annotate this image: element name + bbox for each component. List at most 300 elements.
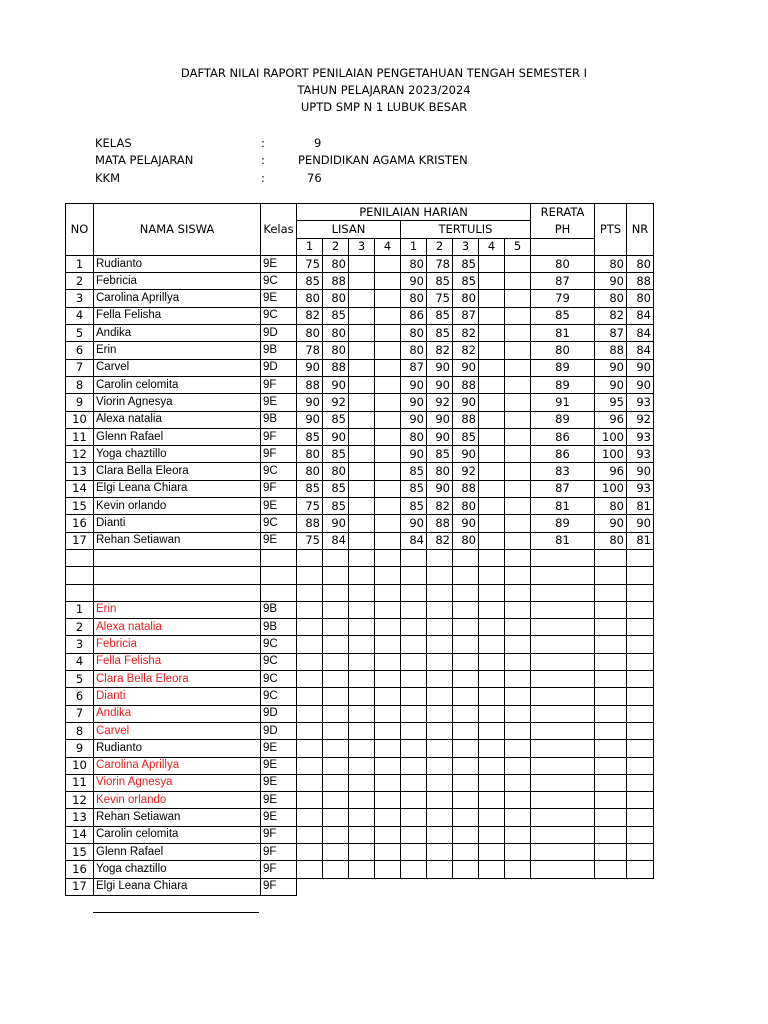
rerata-ph: 79 xyxy=(531,290,595,307)
pts: 80 xyxy=(595,255,627,272)
blank-cell xyxy=(297,584,323,601)
lisan-3 xyxy=(349,376,375,393)
sorted-empty-cell xyxy=(349,722,375,739)
mapel-value: PENDIDIKAN AGAMA KRISTEN xyxy=(298,153,468,167)
sorted-empty-cell xyxy=(479,722,505,739)
row-no: 4 xyxy=(66,307,94,324)
sorted-empty-cell xyxy=(349,878,375,895)
sorted-kelas: 9E xyxy=(261,740,297,757)
row-no: 17 xyxy=(66,532,94,549)
tertulis-4 xyxy=(479,376,505,393)
tertulis-2: 90 xyxy=(427,411,453,428)
tertulis-3: 80 xyxy=(453,290,479,307)
row-nama: Febricia xyxy=(94,273,261,290)
sorted-no: 10 xyxy=(66,757,94,774)
tertulis-1: 90 xyxy=(401,411,427,428)
sorted-empty-cell xyxy=(349,843,375,860)
tertulis-num-3: 3 xyxy=(453,238,479,255)
sorted-no: 1 xyxy=(66,601,94,618)
blank-cell xyxy=(261,584,297,601)
nr: 90 xyxy=(627,463,654,480)
tertulis-4 xyxy=(479,394,505,411)
sorted-no: 5 xyxy=(66,671,94,688)
sorted-empty-cell xyxy=(427,843,453,860)
row-kelas: 9F xyxy=(261,376,297,393)
sorted-empty-cell xyxy=(595,705,627,722)
sorted-no: 13 xyxy=(66,809,94,826)
col-nr-header: NR xyxy=(627,204,654,256)
sorted-no: 11 xyxy=(66,774,94,791)
sorted-empty-cell xyxy=(595,722,627,739)
lisan-3 xyxy=(349,359,375,376)
tertulis-4 xyxy=(479,515,505,532)
tertulis-1: 90 xyxy=(401,446,427,463)
tertulis-5 xyxy=(505,411,531,428)
tertulis-5 xyxy=(505,480,531,497)
lisan-3 xyxy=(349,411,375,428)
row-no: 3 xyxy=(66,290,94,307)
row-kelas: 9B xyxy=(261,411,297,428)
sorted-empty-cell xyxy=(297,601,323,618)
row-kelas: 9E xyxy=(261,532,297,549)
rerata-ph: 80 xyxy=(531,255,595,272)
sorted-nama: Glenn Rafael xyxy=(94,843,261,860)
sorted-empty-cell xyxy=(323,601,349,618)
tertulis-2: 82 xyxy=(427,498,453,515)
col-pts-header: PTS xyxy=(595,204,627,256)
sorted-empty-cell xyxy=(531,861,595,878)
sorted-empty-cell xyxy=(531,601,595,618)
lisan-2: 80 xyxy=(323,463,349,480)
sorted-row xyxy=(66,757,654,774)
sorted-empty-cell xyxy=(401,653,427,670)
sorted-nama: Rehan Setiawan xyxy=(94,809,261,826)
tertulis-1: 85 xyxy=(401,463,427,480)
tertulis-2: 92 xyxy=(427,394,453,411)
sorted-empty-cell xyxy=(531,636,595,653)
sorted-empty-cell xyxy=(627,705,654,722)
sorted-empty-cell xyxy=(595,653,627,670)
lisan-1: 90 xyxy=(297,411,323,428)
blank-cell xyxy=(375,584,401,601)
sorted-empty-cell xyxy=(595,601,627,618)
lisan-2: 85 xyxy=(323,480,349,497)
sorted-kelas: 9C xyxy=(261,688,297,705)
sorted-empty-cell xyxy=(323,809,349,826)
sorted-empty-cell xyxy=(349,601,375,618)
row-kelas: 9C xyxy=(261,463,297,480)
table-row xyxy=(66,515,654,532)
sorted-empty-cell xyxy=(427,671,453,688)
tertulis-4 xyxy=(479,480,505,497)
sorted-kelas: 9B xyxy=(261,601,297,618)
nr: 90 xyxy=(627,515,654,532)
nr: 81 xyxy=(627,498,654,515)
blank-row xyxy=(66,549,654,566)
blank-cell xyxy=(453,584,479,601)
row-nama: Andika xyxy=(94,325,261,342)
sorted-empty-cell xyxy=(297,636,323,653)
sorted-empty-cell xyxy=(401,757,427,774)
sorted-empty-cell xyxy=(349,792,375,809)
rerata-header: RERATA xyxy=(531,204,595,221)
sorted-empty-cell xyxy=(427,809,453,826)
pts: 80 xyxy=(595,498,627,515)
sorted-empty-cell xyxy=(427,792,453,809)
tertulis-2: 85 xyxy=(427,325,453,342)
sorted-empty-cell xyxy=(401,722,427,739)
sorted-empty-cell xyxy=(323,826,349,843)
tertulis-4 xyxy=(479,411,505,428)
blank-cell xyxy=(595,584,627,601)
tertulis-3: 80 xyxy=(453,532,479,549)
sorted-empty-cell xyxy=(401,861,427,878)
lisan-1: 78 xyxy=(297,342,323,359)
sorted-empty-cell xyxy=(323,705,349,722)
sorted-empty-cell xyxy=(531,843,595,860)
row-kelas: 9E xyxy=(261,290,297,307)
sorted-empty-cell xyxy=(297,843,323,860)
sorted-empty-cell xyxy=(349,688,375,705)
sorted-empty-cell xyxy=(531,774,595,791)
sorted-empty-cell xyxy=(531,671,595,688)
sorted-empty-cell xyxy=(297,757,323,774)
sorted-empty-cell xyxy=(479,792,505,809)
sorted-empty-cell xyxy=(401,809,427,826)
tertulis-4 xyxy=(479,342,505,359)
sorted-nama: Fella Felisha xyxy=(94,653,261,670)
sorted-empty-cell xyxy=(479,826,505,843)
tertulis-5 xyxy=(505,307,531,324)
lisan-1: 80 xyxy=(297,290,323,307)
sorted-empty-cell xyxy=(323,774,349,791)
lisan-1: 88 xyxy=(297,515,323,532)
row-kelas: 9C xyxy=(261,307,297,324)
lisan-3 xyxy=(349,290,375,307)
blank-cell xyxy=(479,567,505,584)
pts: 96 xyxy=(595,411,627,428)
tertulis-2: 90 xyxy=(427,376,453,393)
lisan-num-2: 2 xyxy=(323,238,349,255)
tertulis-3: 85 xyxy=(453,273,479,290)
tertulis-5 xyxy=(505,498,531,515)
nr: 93 xyxy=(627,428,654,445)
sorted-empty-cell xyxy=(531,809,595,826)
lisan-2: 85 xyxy=(323,411,349,428)
row-no: 10 xyxy=(66,411,94,428)
row-nama: Erin xyxy=(94,342,261,359)
sorted-empty-cell xyxy=(323,792,349,809)
sorted-empty-cell xyxy=(323,671,349,688)
sorted-empty-cell xyxy=(349,774,375,791)
nr: 84 xyxy=(627,342,654,359)
sorted-empty-cell xyxy=(453,740,479,757)
nr: 90 xyxy=(627,376,654,393)
nr: 93 xyxy=(627,394,654,411)
rerata-ph: 81 xyxy=(531,532,595,549)
blank-cell xyxy=(66,584,94,601)
sorted-empty-cell xyxy=(323,653,349,670)
tertulis-3: 82 xyxy=(453,342,479,359)
sorted-no: 17 xyxy=(66,878,94,895)
tertulis-3: 88 xyxy=(453,411,479,428)
lisan-2: 80 xyxy=(323,325,349,342)
pts: 100 xyxy=(595,446,627,463)
tertulis-4 xyxy=(479,463,505,480)
sorted-empty-cell xyxy=(427,740,453,757)
row-no: 7 xyxy=(66,359,94,376)
lisan-1: 80 xyxy=(297,446,323,463)
sorted-empty-cell xyxy=(297,619,323,636)
tertulis-3: 82 xyxy=(453,325,479,342)
sorted-empty-cell xyxy=(375,722,401,739)
sorted-empty-cell xyxy=(427,757,453,774)
sorted-empty-cell xyxy=(323,619,349,636)
sorted-empty-cell xyxy=(595,757,627,774)
tertulis-5 xyxy=(505,273,531,290)
pts: 82 xyxy=(595,307,627,324)
grades-table xyxy=(65,203,654,896)
lisan-1: 75 xyxy=(297,255,323,272)
row-no: 9 xyxy=(66,394,94,411)
tertulis-1: 80 xyxy=(401,325,427,342)
sorted-empty-cell xyxy=(375,601,401,618)
sorted-empty-cell xyxy=(375,705,401,722)
tertulis-2: 82 xyxy=(427,532,453,549)
table-row xyxy=(66,480,654,497)
tertulis-5 xyxy=(505,446,531,463)
row-nama: Rudianto xyxy=(94,255,261,272)
sorted-empty-cell xyxy=(505,843,531,860)
sorted-empty-cell xyxy=(375,826,401,843)
row-nama: Kevin orlando xyxy=(94,498,261,515)
sorted-row xyxy=(66,740,654,757)
pts: 96 xyxy=(595,463,627,480)
tertulis-3: 87 xyxy=(453,307,479,324)
blank-cell xyxy=(66,549,94,566)
lisan-1: 75 xyxy=(297,498,323,515)
tertulis-4 xyxy=(479,255,505,272)
tertulis-5 xyxy=(505,515,531,532)
sorted-empty-cell xyxy=(323,757,349,774)
sorted-row xyxy=(66,705,654,722)
tertulis-1: 80 xyxy=(401,428,427,445)
sorted-empty-cell xyxy=(375,671,401,688)
sorted-empty-cell xyxy=(627,757,654,774)
nr: 81 xyxy=(627,532,654,549)
sorted-nama: Carolin celomita xyxy=(94,826,261,843)
sorted-empty-cell xyxy=(595,878,627,895)
sorted-no: 2 xyxy=(66,619,94,636)
row-no: 13 xyxy=(66,463,94,480)
sorted-empty-cell xyxy=(375,861,401,878)
lisan-2: 80 xyxy=(323,290,349,307)
title-line-1: DAFTAR NILAI RAPORT PENILAIAN PENGETAHUAN TENGAH SEMESTER I xyxy=(180,66,588,80)
sorted-empty-cell xyxy=(453,653,479,670)
sorted-nama: Clara Bella Eleora xyxy=(94,671,261,688)
sorted-empty-cell xyxy=(323,636,349,653)
table-row xyxy=(66,532,654,549)
tertulis-2: 75 xyxy=(427,290,453,307)
sorted-kelas: 9F xyxy=(261,843,297,860)
tertulis-1: 84 xyxy=(401,532,427,549)
sorted-empty-cell xyxy=(349,809,375,826)
sorted-empty-cell xyxy=(627,861,654,878)
sorted-empty-cell xyxy=(453,636,479,653)
sorted-empty-cell xyxy=(375,757,401,774)
lisan-3 xyxy=(349,307,375,324)
sorted-empty-cell xyxy=(297,774,323,791)
sorted-empty-cell xyxy=(595,619,627,636)
lisan-4 xyxy=(375,515,401,532)
tertulis-3: 88 xyxy=(453,376,479,393)
table-row xyxy=(66,255,654,272)
rerata-ph: 87 xyxy=(531,273,595,290)
blank-cell xyxy=(401,567,427,584)
lisan-3 xyxy=(349,532,375,549)
row-no: 1 xyxy=(66,255,94,272)
sorted-empty-cell xyxy=(297,861,323,878)
pts: 100 xyxy=(595,480,627,497)
row-kelas: 9E xyxy=(261,498,297,515)
sorted-empty-cell xyxy=(427,688,453,705)
lisan-3 xyxy=(349,273,375,290)
sorted-empty-cell xyxy=(427,601,453,618)
blank-cell xyxy=(479,549,505,566)
mapel-label: MATA PELAJARAN xyxy=(95,153,194,167)
rerata-ph: 80 xyxy=(531,342,595,359)
lisan-2: 85 xyxy=(323,446,349,463)
table-row xyxy=(66,463,654,480)
tertulis-2: 85 xyxy=(427,307,453,324)
mapel-sep: : xyxy=(261,153,265,167)
sorted-row xyxy=(66,792,654,809)
sorted-empty-cell xyxy=(627,792,654,809)
sorted-empty-cell xyxy=(453,878,479,895)
kkm-label: KKM xyxy=(95,171,121,185)
blank-cell xyxy=(627,549,654,566)
tertulis-3: 85 xyxy=(453,255,479,272)
sorted-no: 4 xyxy=(66,653,94,670)
tertulis-5 xyxy=(505,463,531,480)
sorted-empty-cell xyxy=(297,792,323,809)
pts: 80 xyxy=(595,532,627,549)
row-no: 11 xyxy=(66,428,94,445)
row-no: 14 xyxy=(66,480,94,497)
lisan-num-1: 1 xyxy=(297,238,323,255)
blank-row xyxy=(66,567,654,584)
lisan-1: 75 xyxy=(297,532,323,549)
sorted-empty-cell xyxy=(401,636,427,653)
lisan-4 xyxy=(375,359,401,376)
sorted-empty-cell xyxy=(349,653,375,670)
sorted-empty-cell xyxy=(505,809,531,826)
sorted-kelas: 9C xyxy=(261,653,297,670)
sorted-kelas: 9F xyxy=(261,878,297,895)
sorted-row xyxy=(66,861,654,878)
rerata-ph: 87 xyxy=(531,480,595,497)
sorted-empty-cell xyxy=(479,619,505,636)
sorted-empty-cell xyxy=(427,826,453,843)
pts: 90 xyxy=(595,515,627,532)
sorted-empty-cell xyxy=(453,757,479,774)
lisan-2: 90 xyxy=(323,428,349,445)
sorted-empty-cell xyxy=(627,878,654,895)
lisan-2: 84 xyxy=(323,532,349,549)
blank-cell xyxy=(453,549,479,566)
col-nama-header: NAMA SISWA xyxy=(94,204,261,256)
blank-cell xyxy=(349,567,375,584)
sorted-empty-cell xyxy=(595,843,627,860)
pts: 90 xyxy=(595,376,627,393)
blank-row xyxy=(66,584,654,601)
sorted-empty-cell xyxy=(505,636,531,653)
sorted-kelas: 9C xyxy=(261,671,297,688)
rerata-ph: 89 xyxy=(531,515,595,532)
sorted-nama: Carolina Aprillya xyxy=(94,757,261,774)
sorted-empty-cell xyxy=(505,826,531,843)
tertulis-2: 78 xyxy=(427,255,453,272)
tertulis-3: 88 xyxy=(453,480,479,497)
sorted-empty-cell xyxy=(479,705,505,722)
tertulis-5 xyxy=(505,359,531,376)
sorted-empty-cell xyxy=(453,843,479,860)
sorted-empty-cell xyxy=(505,774,531,791)
row-nama: Fella Felisha xyxy=(94,307,261,324)
tertulis-num-5: 5 xyxy=(505,238,531,255)
sorted-nama: Elgi Leana Chiara xyxy=(94,878,261,895)
tertulis-1: 87 xyxy=(401,359,427,376)
sorted-empty-cell xyxy=(401,774,427,791)
sorted-empty-cell xyxy=(349,861,375,878)
row-nama: Glenn Rafael xyxy=(94,428,261,445)
sorted-no: 7 xyxy=(66,705,94,722)
row-no: 2 xyxy=(66,273,94,290)
row-nama: Dianti xyxy=(94,515,261,532)
lisan-3 xyxy=(349,325,375,342)
sorted-row xyxy=(66,826,654,843)
sorted-empty-cell xyxy=(453,688,479,705)
sorted-empty-cell xyxy=(453,601,479,618)
sorted-empty-cell xyxy=(505,722,531,739)
sorted-empty-cell xyxy=(531,705,595,722)
sorted-empty-cell xyxy=(349,671,375,688)
sorted-empty-cell xyxy=(627,843,654,860)
sorted-empty-cell xyxy=(375,636,401,653)
blank-cell xyxy=(627,567,654,584)
sorted-empty-cell xyxy=(323,861,349,878)
table-row xyxy=(66,273,654,290)
tertulis-2: 80 xyxy=(427,463,453,480)
blank-cell xyxy=(323,584,349,601)
lisan-4 xyxy=(375,446,401,463)
sorted-empty-cell xyxy=(627,688,654,705)
pts: 95 xyxy=(595,394,627,411)
tertulis-2: 85 xyxy=(427,273,453,290)
pts: 88 xyxy=(595,342,627,359)
sorted-empty-cell xyxy=(427,861,453,878)
table-row xyxy=(66,376,654,393)
sorted-empty-cell xyxy=(349,636,375,653)
lisan-4 xyxy=(375,342,401,359)
sorted-row xyxy=(66,688,654,705)
sorted-kelas: 9E xyxy=(261,757,297,774)
sorted-empty-cell xyxy=(505,878,531,895)
sorted-row xyxy=(66,843,654,860)
blank-cell xyxy=(401,549,427,566)
kelas-sep: : xyxy=(261,136,265,150)
sorted-empty-cell xyxy=(531,722,595,739)
